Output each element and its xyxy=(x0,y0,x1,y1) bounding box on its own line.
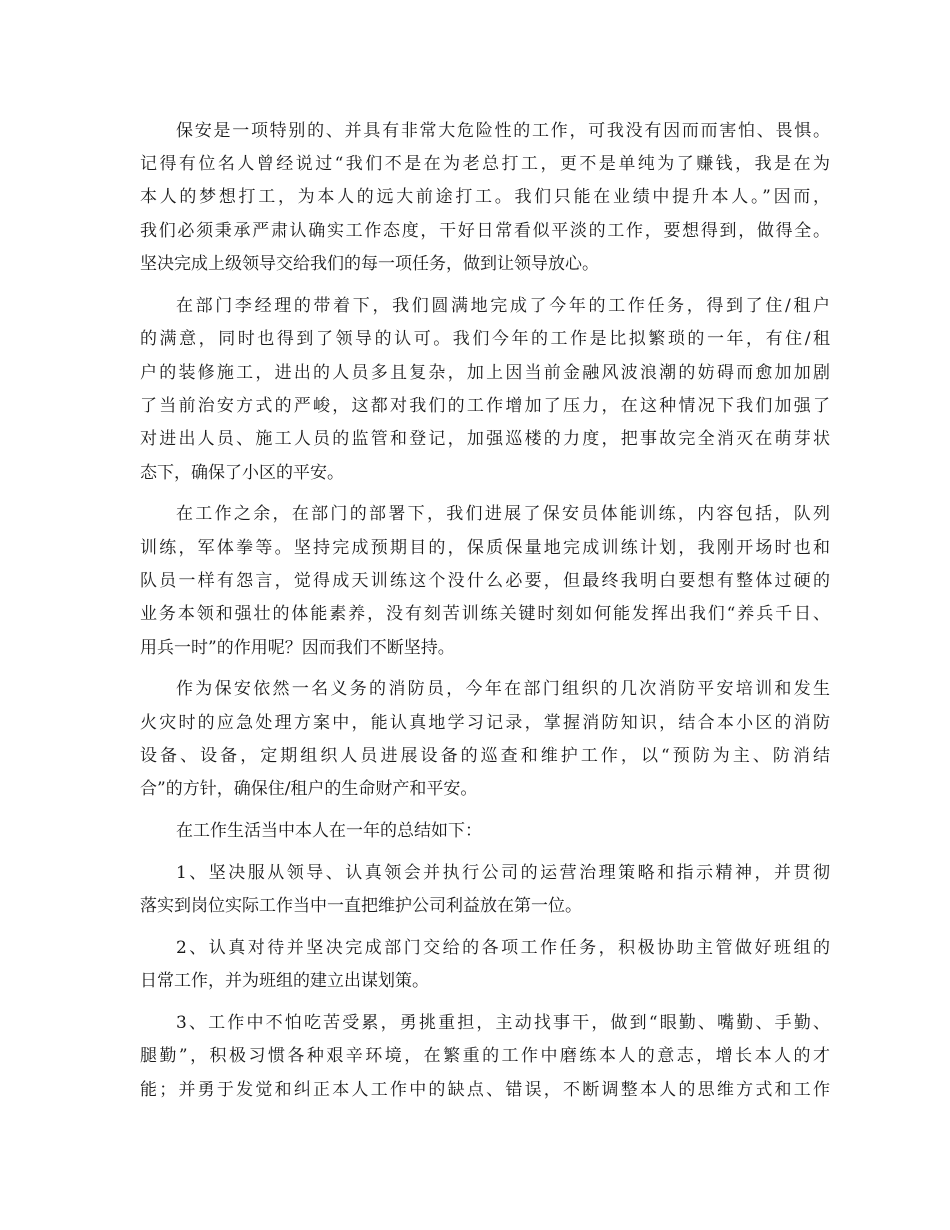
paragraph-line: 本人的梦想打工，为本人的远大前途打工。我们只能在业绩中提升本人。”因而， xyxy=(140,187,830,207)
paragraph-line: 对进出人员、施工人员的监管和登记，加强巡楼的力度，把事故完全消灭在萌芽状 xyxy=(140,429,830,449)
list-item-line: 3、工作中不怕吃苦受累，勇挑重担，主动找事干，做到“眼勤、嘴勤、手勤、 xyxy=(176,1013,830,1033)
list-item-line: 日常工作，并为班组的建立出谋划策。 xyxy=(140,971,429,991)
paragraph-line: 作为保安依然一名义务的消防员，今年在部门组织的几次消防平安培训和发生 xyxy=(176,679,830,699)
paragraph-line: 业务本领和强壮的体能素养，没有刻苦训练关键时刻如何能发挥出我们“养兵千日、 xyxy=(140,604,830,624)
list-item-line: 落实到岗位实际工作当中一直把维护公司利益放在第一位。 xyxy=(140,896,582,916)
list-item-line: 腿勤”，积极习惯各种艰辛环境，在繁重的工作中磨练本人的意志，增长本人的才 xyxy=(140,1046,830,1066)
paragraph-line: 用兵一时”的作用呢？因而我们不断坚持。 xyxy=(140,638,455,658)
paragraph-line: 的满意，同时也得到了领导的认可。我们今年的工作是比拟繁琐的一年，有住/租 xyxy=(140,329,830,349)
paragraph-line: 设备、设备，定期组织人员进展设备的巡查和维护工作，以“预防为主、防消结 xyxy=(140,746,830,766)
list-item-line: 1、坚决服从领导、认真领会并执行公司的运营治理策略和指示精神，并贯彻 xyxy=(176,863,830,883)
paragraph-line: 在工作生活当中本人在一年的总结如下： xyxy=(176,821,482,841)
paragraph-line: 户的装修施工，进出的人员多且复杂，加上因当前金融风波浪潮的妨碍而愈加加剧 xyxy=(140,363,830,383)
paragraph-line: 我们必须秉承严肃认确实工作态度，干好日常看似平淡的工作，要想得到，做得全。 xyxy=(140,221,830,241)
paragraph-line: 火灾时的应急处理方案中，能认真地学习记录，掌握消防知识，结合本小区的消防 xyxy=(140,713,830,733)
paragraph-line: 坚决完成上级领导交给我们的每一项任务，做到让领导放心。 xyxy=(140,254,599,274)
paragraph-line: 合”的方针，确保住/租户的生命财产和平安。 xyxy=(140,779,478,799)
paragraph-line: 训练，军体拳等。坚持完成预期目的，保质保量地完成训练计划，我刚开场时也和 xyxy=(140,538,830,558)
paragraph-line: 保安是一项特别的、并具有非常大危险性的工作，可我没有因而而害怕、畏惧。 xyxy=(176,121,830,141)
paragraph-line: 了当前治安方式的严峻，这都对我们的工作增加了压力，在这种情况下我们加强了 xyxy=(140,396,830,416)
paragraph-line: 在部门李经理的带着下，我们圆满地完成了今年的工作任务，得到了住/租户 xyxy=(176,296,830,316)
list-item-line: 能；并勇于发觉和纠正本人工作中的缺点、错误，不断调整本人的思维方式和工作 xyxy=(140,1080,830,1100)
list-item-line: 2、认真对待并坚决完成部门交给的各项工作任务，积极协助主管做好班组的 xyxy=(176,938,830,958)
paragraph-line: 在工作之余，在部门的部署下，我们进展了保安员体能训练，内容包括，队列 xyxy=(176,504,830,524)
paragraph-line: 记得有位名人曾经说过“我们不是在为老总打工，更不是单纯为了赚钱，我是在为 xyxy=(140,154,830,174)
paragraph-line: 态下，确保了小区的平安。 xyxy=(140,463,344,483)
paragraph-line: 队员一样有怨言，觉得成天训练这个没什么必要，但最终我明白要想有整体过硬的 xyxy=(140,571,830,591)
